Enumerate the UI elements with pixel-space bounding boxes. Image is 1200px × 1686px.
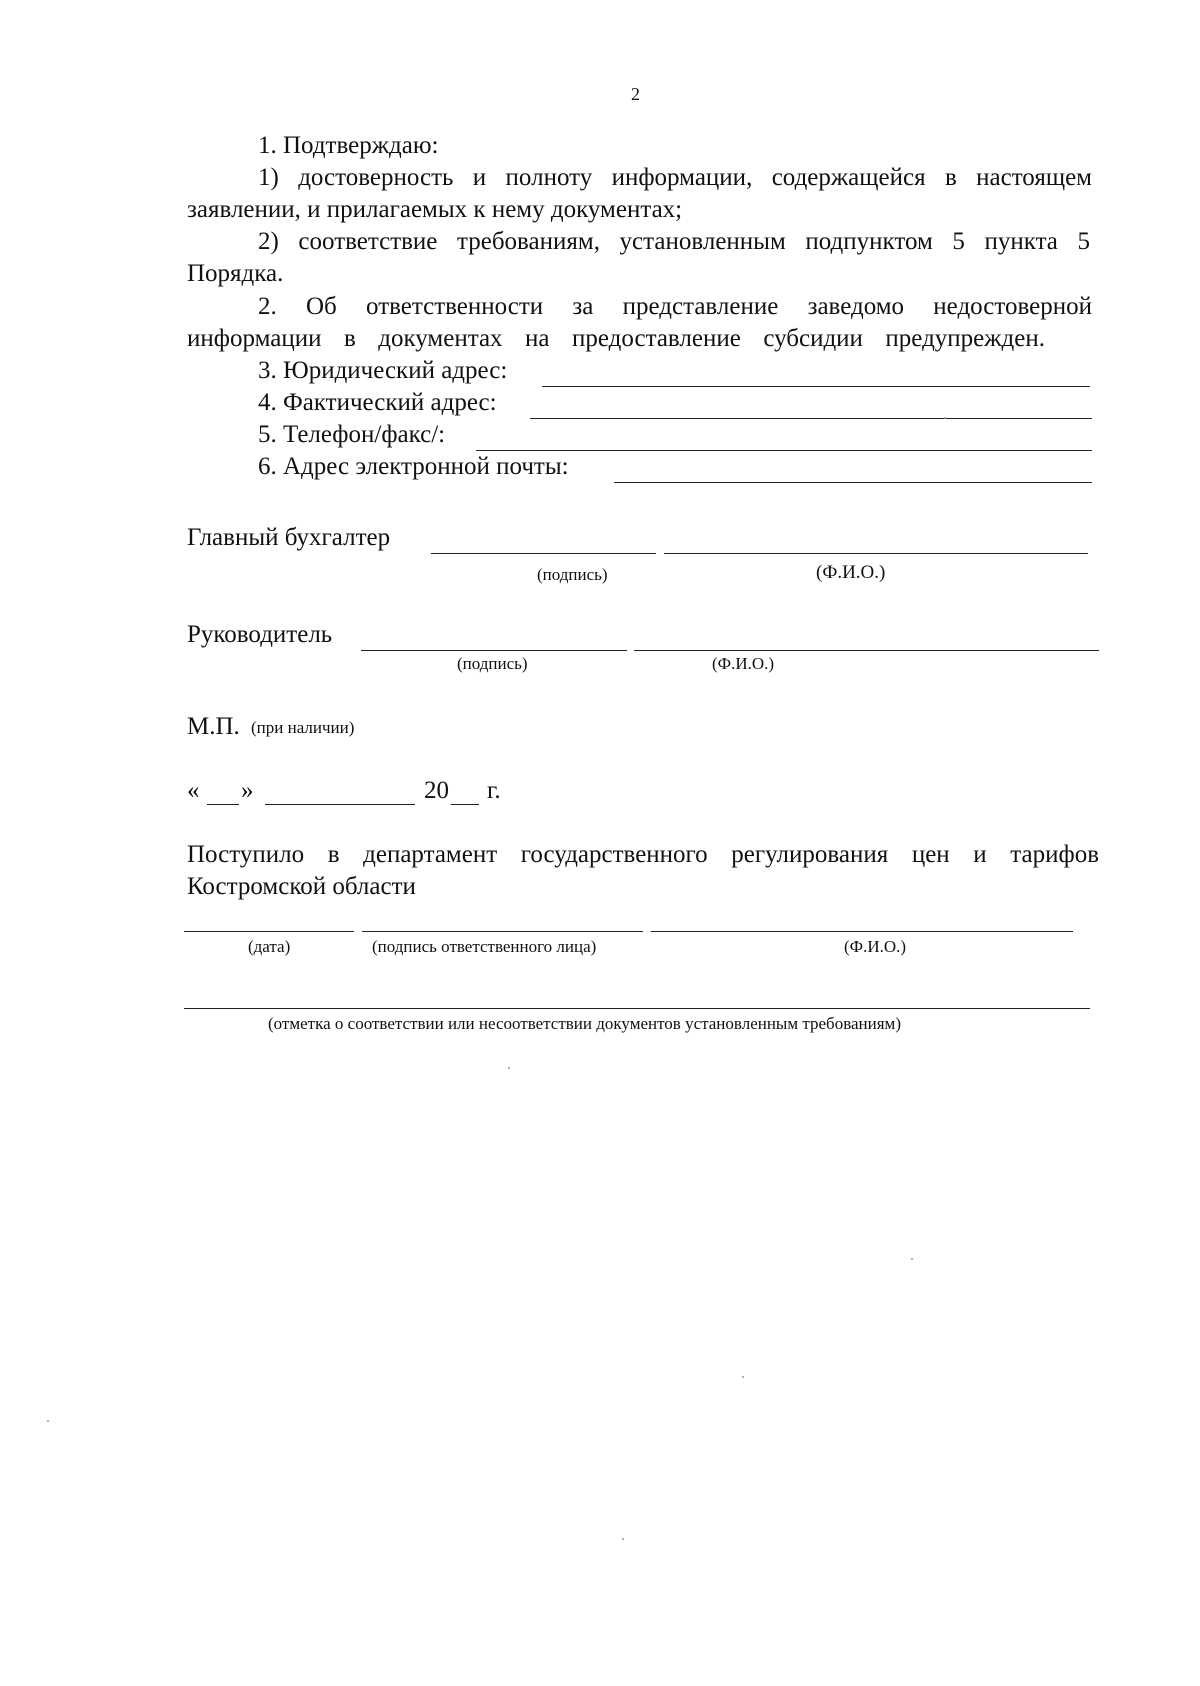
received-line2: Костромской области bbox=[187, 873, 416, 900]
date-close-quote: » bbox=[241, 777, 254, 804]
date-day-field[interactable] bbox=[207, 804, 239, 805]
scan-speck bbox=[944, 417, 946, 419]
head-signature-caption: (подпись) bbox=[457, 654, 528, 673]
legal-address-field[interactable] bbox=[542, 386, 1090, 387]
head-name-field[interactable] bbox=[634, 650, 1099, 651]
seal-note: (при наличии) bbox=[251, 718, 355, 737]
page-number: 2 bbox=[631, 84, 640, 104]
item-1-1-line1: 1) достоверность и полноту информации, содержащейся в настоящем bbox=[258, 164, 1092, 191]
scan-speck bbox=[622, 1538, 624, 1540]
scan-speck bbox=[47, 1420, 49, 1422]
item-2-line1: 2. Об ответственности за представление заведомо недостоверной bbox=[258, 293, 1092, 320]
seal-label: М.П. bbox=[187, 713, 240, 740]
received-name-caption: (Ф.И.О.) bbox=[844, 937, 907, 956]
actual-address-field[interactable] bbox=[530, 418, 1092, 419]
received-name-field[interactable] bbox=[651, 931, 1073, 932]
chief-accountant-label: Главный бухгалтер bbox=[187, 524, 391, 551]
date-year-prefix: 20 bbox=[424, 777, 449, 804]
legal-address-label: 3. Юридический адрес: bbox=[258, 357, 508, 384]
date-month-field[interactable] bbox=[265, 804, 415, 805]
email-field[interactable] bbox=[614, 482, 1092, 483]
compliance-mark-field[interactable] bbox=[184, 1008, 1090, 1009]
compliance-caption: (отметка о соответствии или несоответствии документов установленным требованиям) bbox=[268, 1014, 901, 1033]
scan-speck bbox=[911, 1258, 913, 1260]
scan-speck bbox=[508, 1067, 510, 1069]
head-name-caption: (Ф.И.О.) bbox=[712, 654, 775, 673]
received-signature-caption: (подпись ответственного лица) bbox=[372, 937, 597, 956]
chief-accountant-signature-field[interactable] bbox=[431, 553, 656, 554]
item-1-2-line2: Порядка. bbox=[187, 260, 284, 287]
received-date-field[interactable] bbox=[184, 931, 354, 932]
received-signature-field[interactable] bbox=[362, 931, 643, 932]
date-year-field[interactable] bbox=[451, 804, 479, 805]
item-1-heading: 1. Подтверждаю: bbox=[258, 132, 439, 159]
phone-fax-field[interactable] bbox=[476, 450, 1092, 451]
item-1-2-line1: 2) соответствие требованиям, установленным подпунктом 5 пункта 5 bbox=[258, 228, 1090, 255]
phone-fax-label: 5. Телефон/факс/: bbox=[258, 421, 446, 448]
chief-accountant-name-field[interactable] bbox=[664, 553, 1088, 554]
scan-speck bbox=[742, 1376, 744, 1378]
date-open-quote: « bbox=[187, 777, 200, 804]
item-1-1-line2: заявлении, и прилагаемых к нему документах; bbox=[187, 196, 683, 223]
item-2-line2: информации в документах на предоставление субсидии предупрежден. bbox=[187, 325, 1045, 352]
head-label: Руководитель bbox=[187, 621, 333, 648]
chief-accountant-name-caption: (Ф.И.О.) bbox=[816, 562, 886, 583]
actual-address-label: 4. Фактический адрес: bbox=[258, 389, 497, 416]
received-date-caption: (дата) bbox=[248, 937, 291, 956]
head-signature-field[interactable] bbox=[361, 650, 627, 651]
received-line1: Поступило в департамент государственного регулирования цен и тарифов bbox=[187, 841, 1099, 868]
date-year-suffix: г. bbox=[487, 777, 501, 804]
chief-accountant-signature-caption: (подпись) bbox=[537, 565, 608, 584]
email-label: 6. Адрес электронной почты: bbox=[258, 453, 569, 480]
